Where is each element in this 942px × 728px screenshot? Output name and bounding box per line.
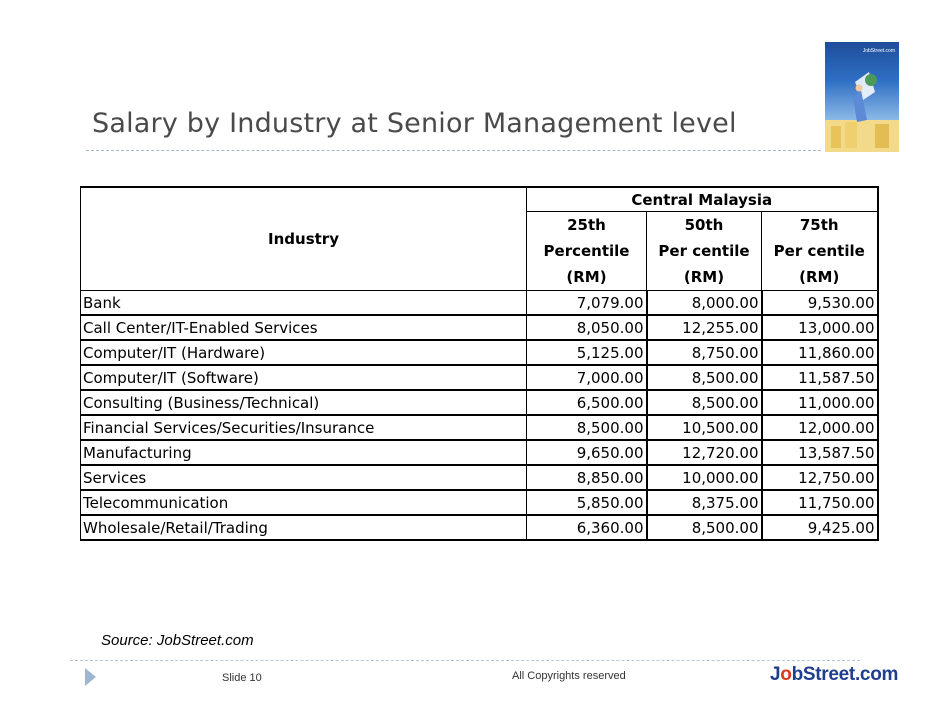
industry-cell: Bank bbox=[81, 291, 527, 316]
logo-text-start: J bbox=[770, 664, 781, 685]
table-row bbox=[81, 365, 878, 390]
p75-cell: 9,530.00 bbox=[762, 291, 878, 316]
jobstreet-logo bbox=[770, 664, 898, 686]
table-row bbox=[81, 465, 878, 490]
header-75th-percentile bbox=[762, 212, 878, 291]
thumbnail-brand: JobStreet.com bbox=[862, 48, 895, 54]
region-header: Central Malaysia bbox=[527, 187, 878, 212]
salary-table-body bbox=[81, 291, 878, 541]
industry-cell: Services bbox=[81, 465, 527, 490]
p50-cell: 8,500.00 bbox=[647, 390, 762, 415]
p75-cell: 11,587.50 bbox=[762, 365, 878, 390]
industry-cell: Computer/IT (Hardware) bbox=[81, 340, 527, 365]
p50-cell: 8,375.00 bbox=[647, 490, 762, 515]
table-row bbox=[81, 515, 878, 540]
p50-cell: 8,750.00 bbox=[647, 340, 762, 365]
p75-cell: 11,000.00 bbox=[762, 390, 878, 415]
header-75-line2: Per centile bbox=[773, 242, 865, 260]
table-row bbox=[81, 291, 878, 316]
industry-cell: Wholesale/Retail/Trading bbox=[81, 515, 527, 540]
logo-text-dot: o bbox=[780, 664, 792, 685]
table-row bbox=[81, 490, 878, 515]
p25-cell: 6,360.00 bbox=[527, 515, 647, 540]
p25-cell: 5,125.00 bbox=[527, 340, 647, 365]
p25-cell: 5,850.00 bbox=[527, 490, 647, 515]
copyright-notice: All Copyrights reserved bbox=[512, 670, 626, 682]
industry-cell: Consulting (Business/Technical) bbox=[81, 390, 527, 415]
p50-cell: 10,000.00 bbox=[647, 465, 762, 490]
header-25th-percentile bbox=[527, 212, 647, 291]
p75-cell: 13,587.50 bbox=[762, 440, 878, 465]
p75-cell: 9,425.00 bbox=[762, 515, 878, 540]
table-row bbox=[81, 340, 878, 365]
p75-cell: 12,000.00 bbox=[762, 415, 878, 440]
table-row bbox=[81, 415, 878, 440]
footer-divider bbox=[70, 660, 860, 661]
salary-table bbox=[80, 186, 879, 541]
table-row bbox=[81, 390, 878, 415]
header-25-line1: 25th bbox=[567, 216, 606, 234]
table-row bbox=[81, 315, 878, 340]
header-50-line1: 50th bbox=[684, 216, 724, 234]
p50-cell: 12,720.00 bbox=[647, 440, 762, 465]
industry-cell: Manufacturing bbox=[81, 440, 527, 465]
p75-cell: 11,860.00 bbox=[762, 340, 878, 365]
p50-cell: 12,255.00 bbox=[647, 315, 762, 340]
header-50th-percentile bbox=[647, 212, 762, 291]
industry-cell: Call Center/IT-Enabled Services bbox=[81, 315, 527, 340]
thumbnail-illustration bbox=[825, 42, 899, 152]
p25-cell: 7,000.00 bbox=[527, 365, 647, 390]
industry-cell: Computer/IT (Software) bbox=[81, 365, 527, 390]
header-25-line3: (RM) bbox=[566, 268, 607, 286]
header-50-line2: Per centile bbox=[658, 242, 750, 260]
title-divider bbox=[86, 150, 821, 151]
source-note: Source: JobStreet.com bbox=[101, 632, 254, 649]
logo-text-end: bStreet.com bbox=[791, 664, 899, 685]
p75-cell: 11,750.00 bbox=[762, 490, 878, 515]
p25-cell: 6,500.00 bbox=[527, 390, 647, 415]
header-50-line3: (RM) bbox=[683, 268, 725, 286]
next-arrow-icon[interactable] bbox=[85, 668, 96, 686]
p75-cell: 13,000.00 bbox=[762, 315, 878, 340]
header-75-line1: 75th bbox=[799, 216, 839, 234]
p25-cell: 9,650.00 bbox=[527, 440, 647, 465]
industry-cell: Financial Services/Securities/Insurance bbox=[81, 415, 527, 440]
industry-cell: Telecommunication bbox=[81, 490, 527, 515]
p25-cell: 8,850.00 bbox=[527, 465, 647, 490]
p25-cell: 8,050.00 bbox=[527, 315, 647, 340]
p25-cell: 8,500.00 bbox=[527, 415, 647, 440]
table-row bbox=[81, 440, 878, 465]
header-25-line2: Percentile bbox=[543, 242, 630, 260]
p50-cell: 8,500.00 bbox=[647, 515, 762, 540]
header-75-line3: (RM) bbox=[799, 268, 840, 286]
slide-number: Slide 10 bbox=[222, 672, 262, 684]
p75-cell: 12,750.00 bbox=[762, 465, 878, 490]
p50-cell: 10,500.00 bbox=[647, 415, 762, 440]
p50-cell: 8,000.00 bbox=[647, 291, 762, 316]
cover-thumbnail bbox=[825, 42, 899, 152]
industry-header: Industry bbox=[81, 187, 527, 291]
slide-title: Salary by Industry at Senior Management level bbox=[92, 108, 737, 139]
p25-cell: 7,079.00 bbox=[527, 291, 647, 316]
p50-cell: 8,500.00 bbox=[647, 365, 762, 390]
